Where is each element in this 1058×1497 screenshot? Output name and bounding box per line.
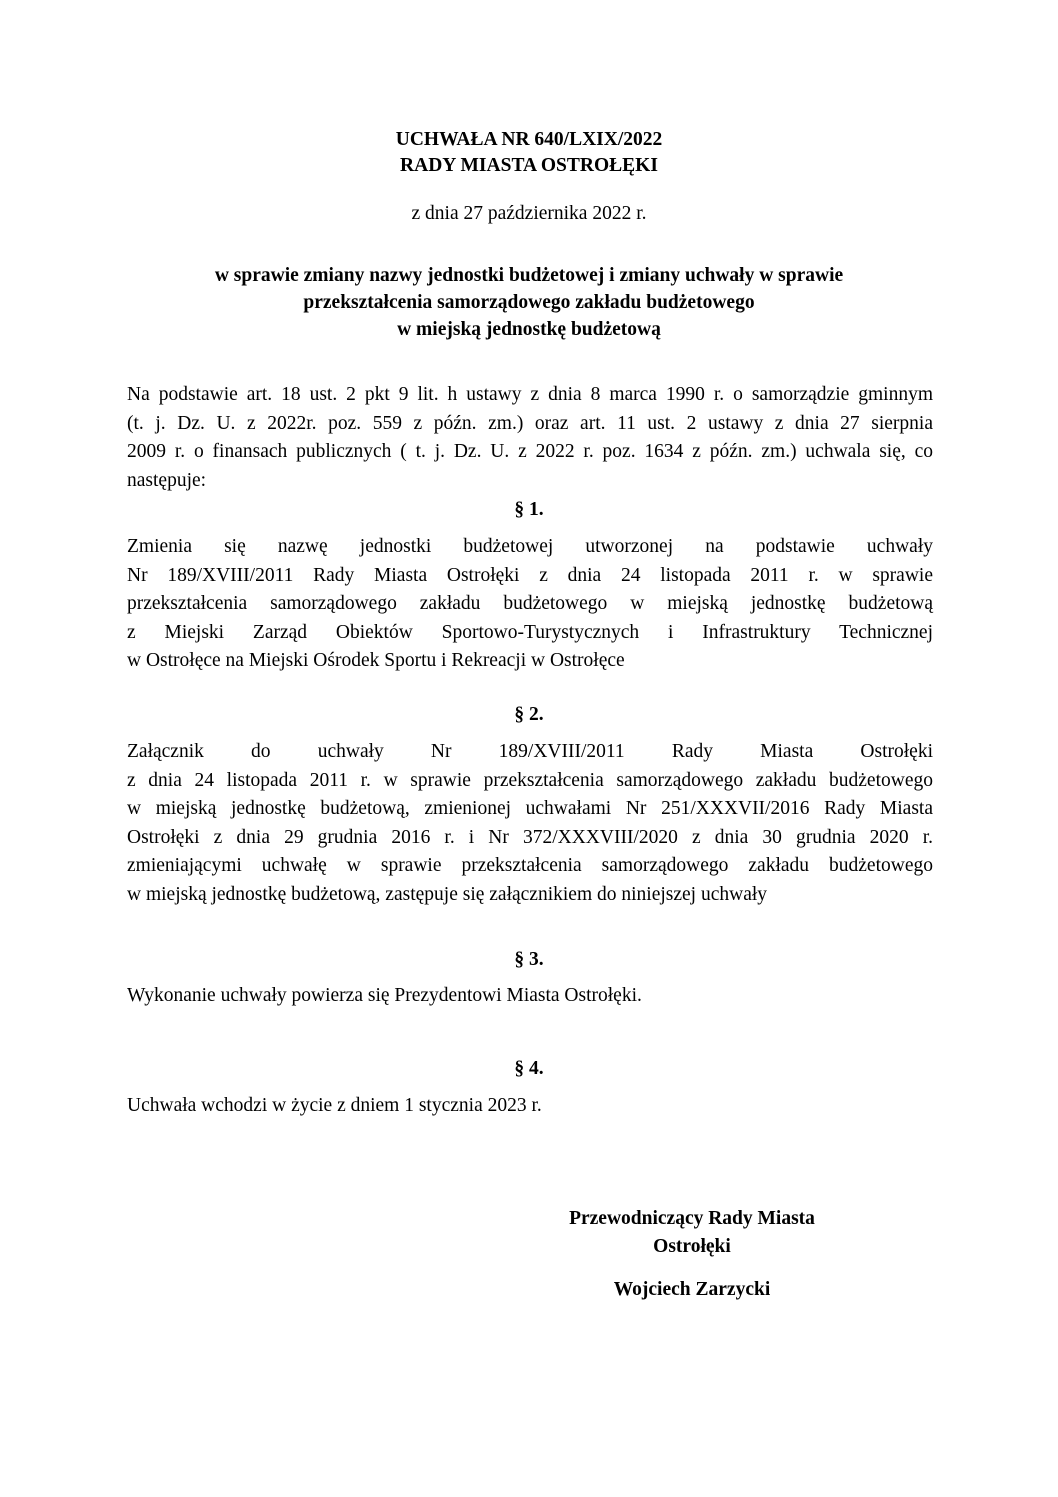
section-body-1 bbox=[127, 533, 933, 676]
section-heading-4: § 4. bbox=[514, 1058, 544, 1079]
section-line: w Ostrołęce na Miejski Ośrodek Sportu i Rekreacji w Ostrołęce bbox=[127, 650, 625, 672]
signature-role-city: Ostrołęki bbox=[653, 1236, 731, 1257]
council-name: RADY MIASTA OSTROŁĘKI bbox=[400, 155, 658, 176]
subject-line-3: w miejską jednostkę budżetową bbox=[397, 319, 661, 340]
section-line: z Miejski Zarząd Obiektów Sportowo-Turystycznych i Infrastruktury Technicznej bbox=[127, 621, 933, 643]
preamble-line: 2009 r. o finansach publicznych ( t. j. Dz. U. z 2022 r. poz. 1634 z późn. zm.) uchwala się, co bbox=[127, 441, 933, 463]
signature-role: Przewodniczący Rady Miasta bbox=[569, 1208, 815, 1229]
section-line: Uchwała wchodzi w życie z dniem 1 stycznia 2023 r. bbox=[127, 1095, 542, 1116]
section-line: zmieniającymi uchwałę w sprawie przekształcenia samorządowego zakładu budżetowego bbox=[127, 855, 933, 877]
section-line: przekształcenia samorządowego zakładu budżetowego w miejską jednostkę budżetową bbox=[127, 593, 933, 615]
section-heading-2: § 2. bbox=[514, 704, 544, 725]
section-line: Wykonanie uchwały powierza się Prezydentowi Miasta Ostrołęki. bbox=[127, 985, 642, 1006]
signature-name: Wojciech Zarzycki bbox=[613, 1279, 771, 1300]
section-body-4 bbox=[127, 1092, 933, 1121]
section-line: Zmienia się nazwę jednostki budżetowej utworzonej na podstawie uchwały bbox=[127, 536, 933, 557]
section-heading-3: § 3. bbox=[514, 949, 544, 970]
preamble-line: następuje: bbox=[127, 469, 207, 491]
preamble-line: Na podstawie art. 18 ust. 2 pkt 9 lit. h ustawy z dnia 8 marca 1990 r. o samorządzie gminnym bbox=[127, 384, 933, 405]
signature-block bbox=[532, 1205, 852, 1261]
preamble-line: (t. j. Dz. U. z 2022r. poz. 559 z późn. zm.) oraz art. 11 ust. 2 ustawy z dnia 27 sierpnia bbox=[127, 412, 933, 434]
section-line: Nr 189/XVIII/2011 Rady Miasta Ostrołęki z dnia 24 listopada 2011 r. w sprawie bbox=[127, 564, 933, 586]
subject-line-1: w sprawie zmiany nazwy jednostki budżetowej i zmiany uchwały w sprawie bbox=[214, 265, 844, 286]
section-body-2 bbox=[127, 738, 933, 910]
resolution-date: z dnia 27 października 2022 r. bbox=[411, 203, 647, 224]
section-line: z dnia 24 listopada 2011 r. w sprawie przekształcenia samorządowego zakładu budżetowego bbox=[127, 769, 933, 791]
section-body-3 bbox=[127, 982, 933, 1011]
resolution-number: UCHWAŁA NR 640/LXIX/2022 bbox=[395, 129, 663, 150]
section-line: w miejską jednostkę budżetową, zastępuje się załącznikiem do niniejszej uchwały bbox=[127, 883, 768, 905]
preamble bbox=[127, 381, 933, 495]
section-line: Załącznik do uchwały Nr 189/XVIII/2011 Rady Miasta Ostrołęki bbox=[127, 741, 933, 762]
subject-line-2: przekształcenia samorządowego zakładu budżetowego bbox=[303, 292, 755, 313]
section-line: Ostrołęki z dnia 29 grudnia 2016 r. i Nr 372/XXXVIII/2020 z dnia 30 grudnia 2020 r. bbox=[127, 826, 933, 848]
section-line: w miejską jednostkę budżetową, zmienionej uchwałami Nr 251/XXXVII/2016 Rady Miasta bbox=[127, 798, 933, 820]
section-heading-1: § 1. bbox=[514, 499, 544, 520]
